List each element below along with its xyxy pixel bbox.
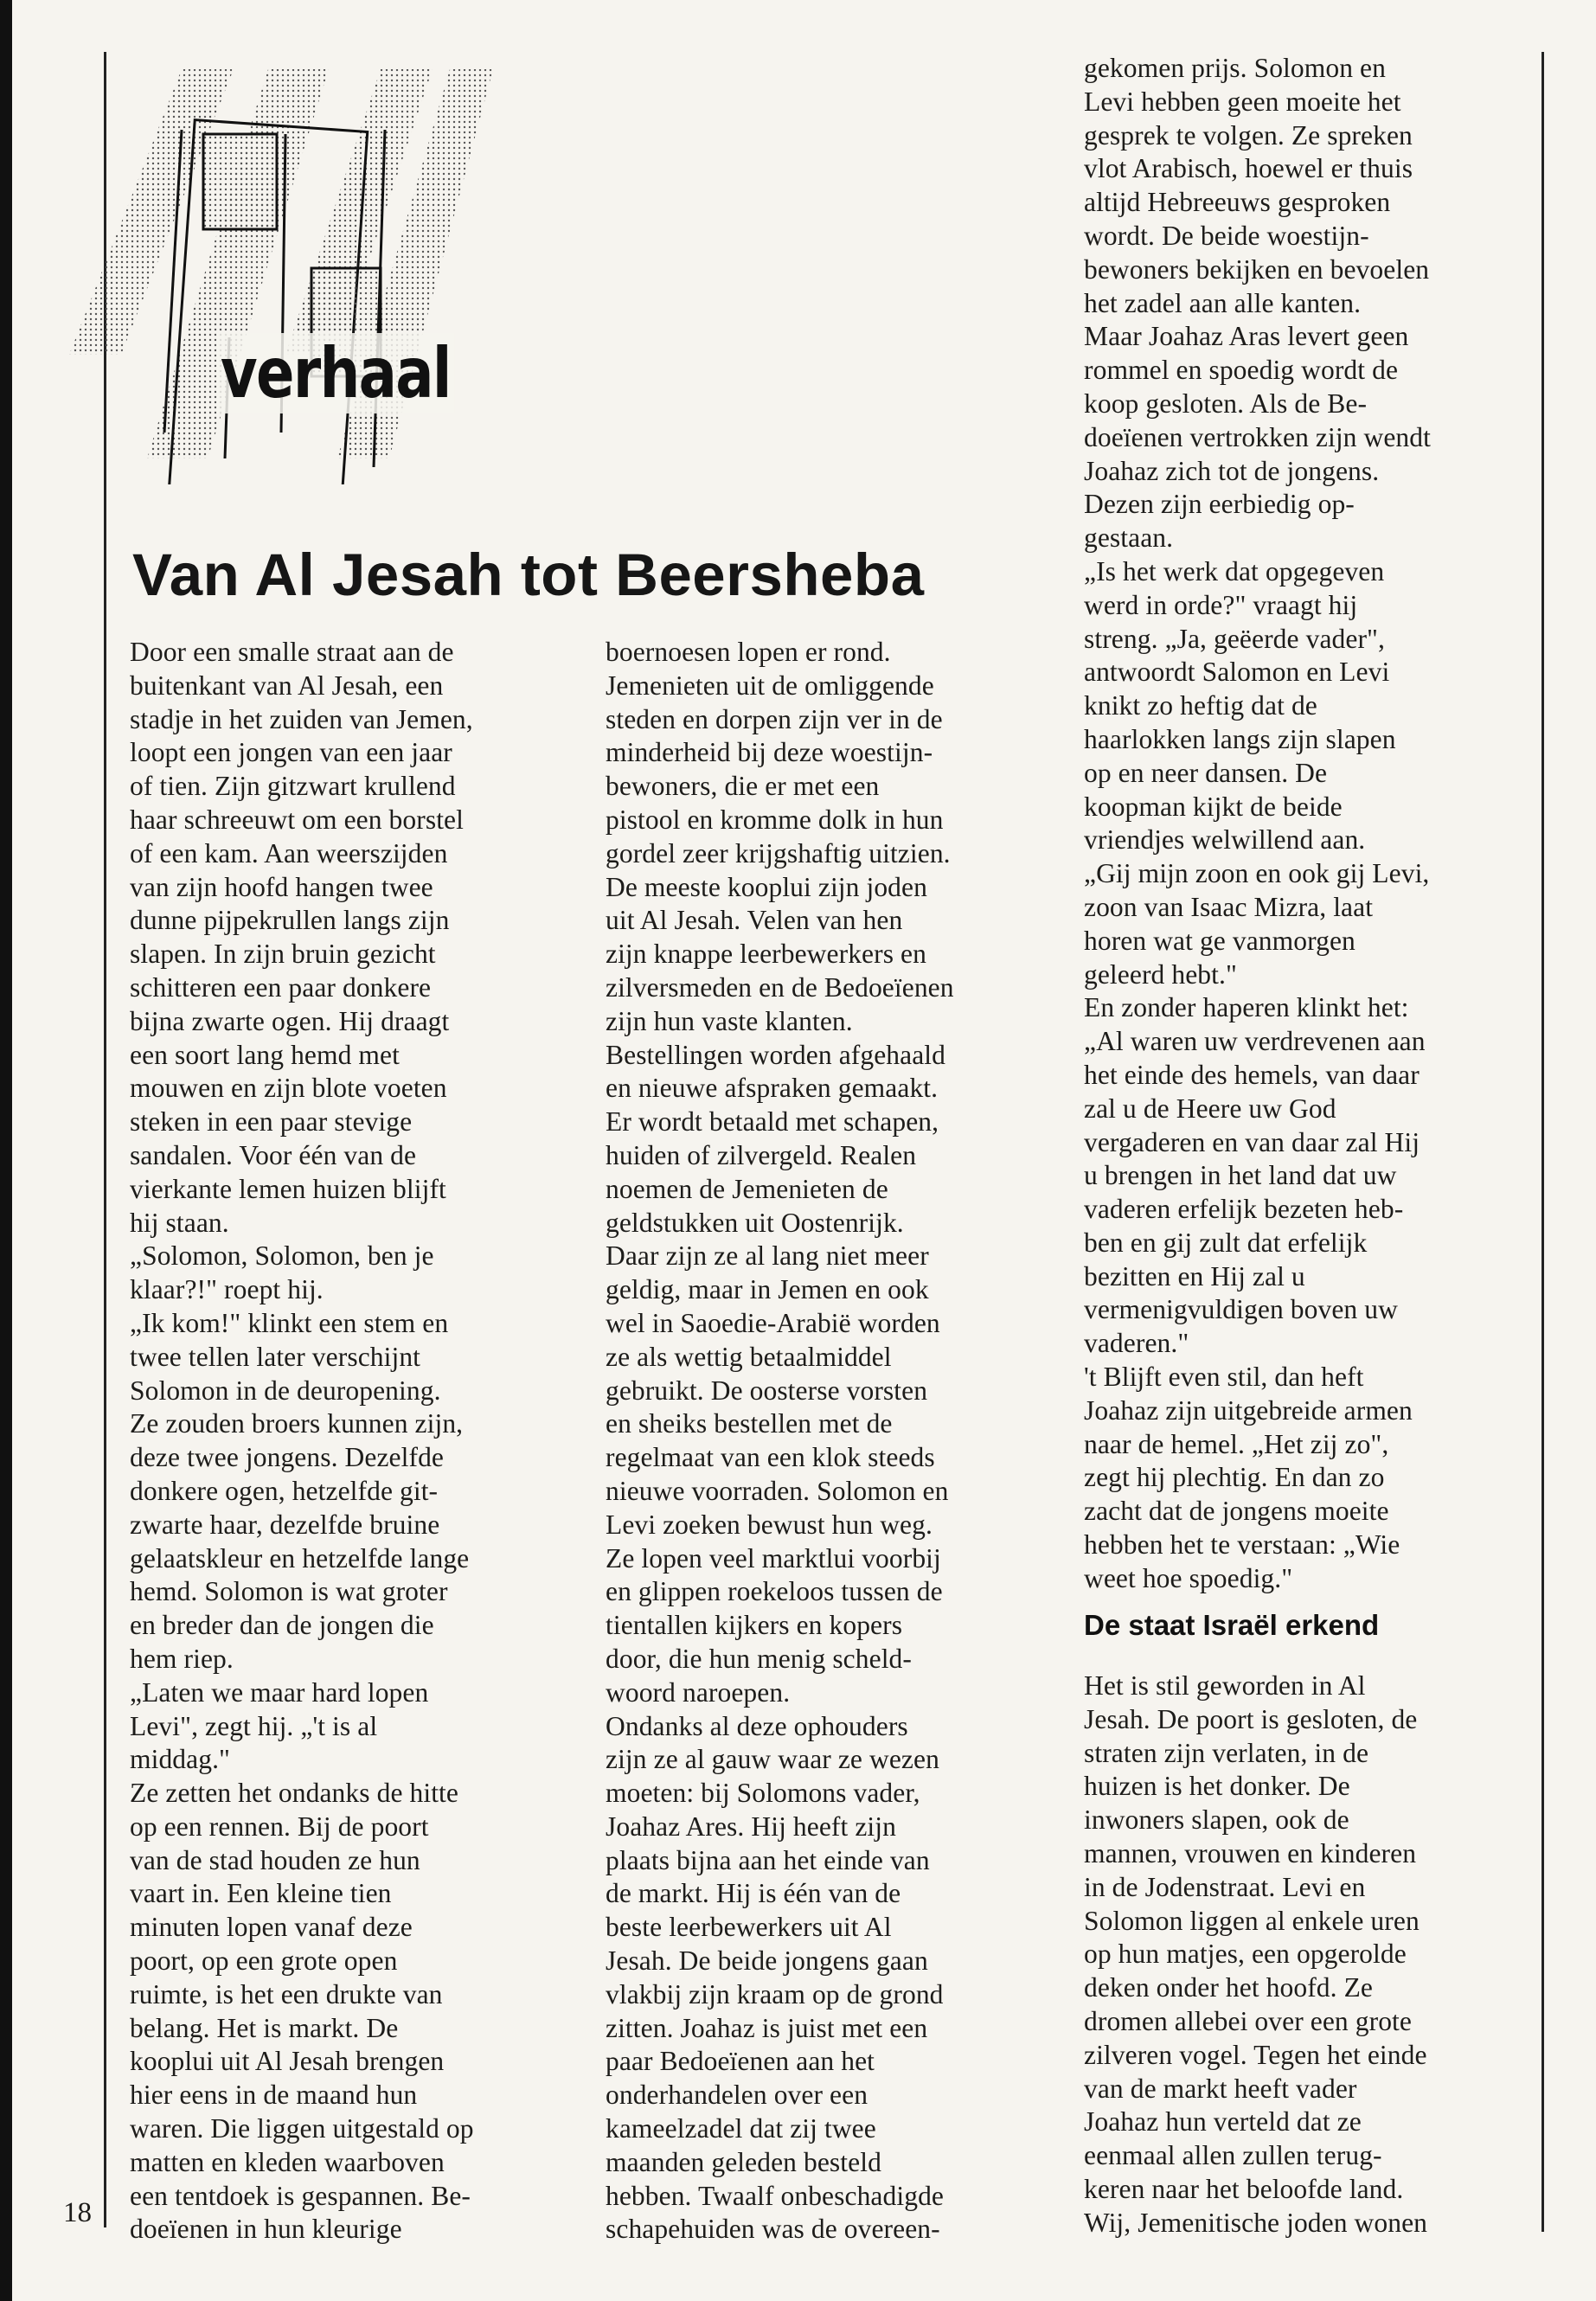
section-label: verhaal: [216, 333, 455, 413]
article-column-1: Door een smalle straat aan de buitenkant van Al Jesah, een stadje in het zuiden van Jemen, loopt een jongen van een jaar of tien. Zijn gitzwart krullend haar schreeuwt om een borstel of een kam. Aan weerszijden van zijn hoofd hangen twee dunne pijpekrullen langs zijn slapen. In zijn bruin gezicht schitteren een paar donkere bijna zwarte ogen. Hij draagt een soort lang hemd met mouwen en zijn blote voeten steken in een paar stevige sandalen. Voor één van de vierkante lemen huizen blijft hij staan. „Solomon, Solomon, ben je klaar?!" roept hij. „Ik kom!" klinkt een stem en twee tellen later verschijnt Solomon in de deuropening. Ze zouden broers kunnen zijn, deze twee jongens. Dezelfde donkere ogen, hetzelfde git- zwarte haar, dezelfde bruine gelaatskleur en hetzelfde lange hemd. Solomon is wat groter en breder dan de jongen die hem riep. „Laten we maar hard lopen Levi", zegt hij. „'t is al middag." Ze zetten het ondanks de hitte op een rennen. Bij de poort van de stad houden ze hun vaart in. Een kleine tien minuten lopen vanaf deze poort, op een grote open ruimte, is het een drukte van belang. Het is markt. De kooplui uit Al Jesah brengen hier eens in de maand hun waren. Die liggen uitgestald op matten en kleden waarboven een tentdoek is gespannen. Be- doeïenen in hun kleurige: [130, 637, 474, 2245]
article-title: Van Al Jesah tot Beersheba: [132, 542, 925, 608]
article-subheading: De staat Israël erkend: [1084, 1609, 1380, 1641]
article-column-3-bottom: Het is stil geworden in Al Jesah. De poort is gesloten, de straten zijn verlaten, in de huizen is het donker. De inwoners slapen, ook de mannen, vrouwen en kinderen in de Jodenstraat. Levi en Solomon liggen al enkele uren op hun matjes, een opgerolde deken onder het hoofd. Ze dromen allebei over een grote zilveren vogel. Tegen het einde van de markt heeft vader Joahaz hun verteld dat ze eenmaal allen zullen terug- keren naar het beloofde land. Wij, Jemenitische joden wonen: [1084, 1670, 1428, 2238]
article-column-3-top: gekomen prijs. Solomon en Levi hebben geen moeite het gesprek te volgen. Ze spreken vlot Arabisch, hoewel er thuis altijd Hebreeuws gesproken wordt. De beide woestijn- bewoners bekijken en bevoelen het zadel aan alle kanten. Maar Joahaz Aras levert geen rommel en spoedig wordt de koop gesloten. Als de Be- doeïenen vertrokken zijn wendt Joahaz zich tot de jongens. Dezen zijn eerbiedig op- gestaan. „Is het werk dat opgegeven werd in orde?" vraagt hij streng. „Ja, geëerde vader", antwoordt Salomon en Levi knikt zo heftig dat de haarlokken langs zijn slapen op en neer dansen. De koopman kijkt de beide vriendjes welwillend aan. „Gij mijn zoon en ook gij Levi, zoon van Isaac Mizra, laat horen wat ge vanmorgen geleerd hebt." En zonder haperen klinkt het: „Al waren uw verdrevenen aan het einde des hemels, van daar zal u de Heere uw God vergaderen en van daar zal Hij u brengen in het land dat uw vaderen erfelijk bezeten heb- ben en gij zult dat erfelijk bezitten en Hij zal u vermenigvuldigen boven uw vaderen." 't Blijft even stil, dan heft Joahaz zijn uitgebreide armen naar de hemel. „Het zij zo", zegt hij plechtig. En dan zo zacht dat de jongens moeite hebben het te verstaan: „Wie weet hoe spoedig.": [1084, 53, 1431, 1593]
section-logo: [52, 52, 571, 484]
page-edge: [0, 0, 12, 2301]
section-logo-graphic: [52, 52, 571, 484]
right-column-rule: [1542, 52, 1544, 2232]
page-number: 18: [63, 2197, 92, 2228]
article-column-2: boernoesen lopen er rond. Jemenieten uit de omliggende steden en dorpen zijn ver in de minderheid bij deze woestijn- bewoners, die er met een pistool en kromme dolk in hun gordel zeer krijgshaftig uitzien. De meeste kooplui zijn joden uit Al Jesah. Velen van hen zijn knappe leerbewerkers en zilversmeden en de Bedoeïenen zijn hun vaste klanten. Bestellingen worden afgehaald en nieuwe afspraken gemaakt. Er wordt betaald met schapen, huiden of zilvergeld. Realen noemen de Jemenieten de geldstukken uit Oostenrijk. Daar zijn ze al lang niet meer geldig, maar in Jemen en ook wel in Saoedie-Arabië worden ze als wettig betaalmiddel gebruikt. De oosterse vorsten en sheiks bestellen met de regelmaat van een klok steeds nieuwe voorraden. Solomon en Levi zoeken bewust hun weg. Ze lopen veel marktlui voorbij en glippen roekeloos tussen de tientallen kijkers en kopers door, die hun menig scheld- woord naroepen. Ondanks al deze ophouders zijn ze al gauw waar ze wezen moeten: bij Solomons vader, Joahaz Ares. Hij heeft zijn plaats bijna aan het einde van de markt. Hij is één van de beste leerbewerkers uit Al Jesah. De beide jongens gaan vlakbij zijn kraam op de grond zitten. Joahaz is juist met een paar Bedoeïenen aan het onderhandelen over een kameelzadel dat zij twee maanden geleden besteld hebben. Twaalf onbeschadigde schapehuiden was de overeen-: [606, 637, 954, 2245]
